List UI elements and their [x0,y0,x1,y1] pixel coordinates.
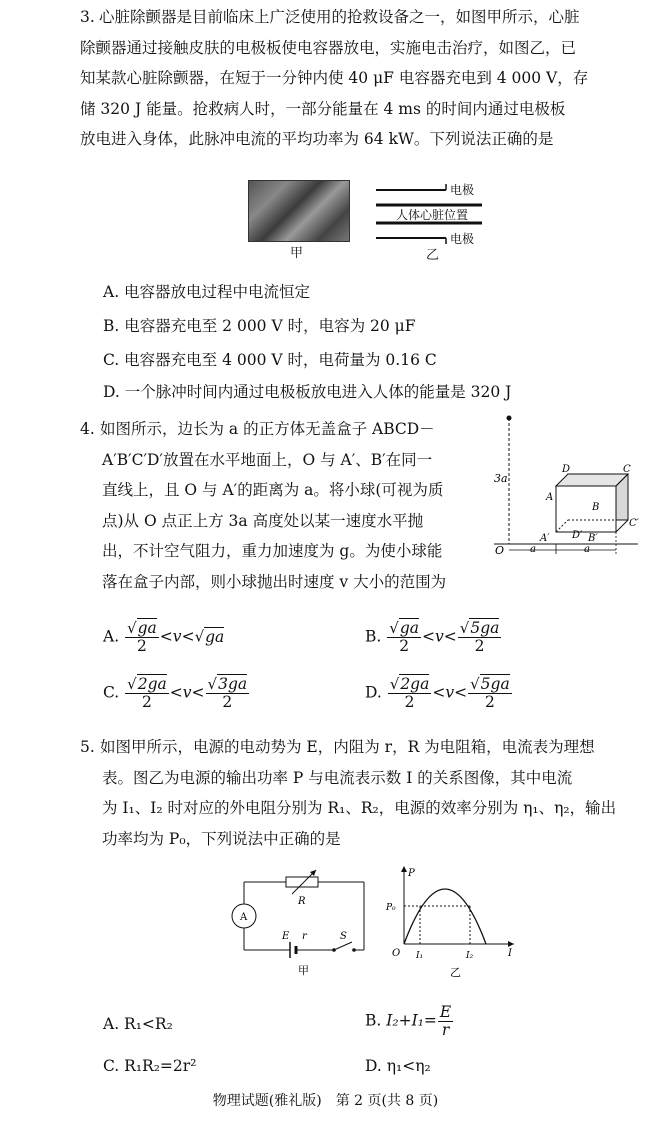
q5-fig-label: P₀ [386,903,396,913]
q4-line: A′B′C′D′放置在水平地面上，O 与 A′、B′在同一 [102,450,433,469]
q4-fig-label: a [530,544,536,555]
q4-fig-label: C′ [629,518,639,529]
q5-fig-label: E [282,931,290,942]
q4-line: 直线上，且 O 与 A′的距离为 a。将小球(可视为质 [102,481,444,499]
q4-option-a: A. $\frac{√ga}{2}$ <v<√ga [103,619,225,655]
q3-option-b: B. 电容器充电至 2 000 V 时，电容为 20 μF [103,317,416,335]
q4-line: 点)从 O 点正上方 3a 高度处以某一速度水平抛 [102,511,424,530]
q5-fig-label: 乙 [450,966,461,979]
q4-option-d: D. $\frac{√2ga}{2}$ <v< $\frac{√5ga}{2}$ [365,675,510,711]
q5-fig-label: r [302,931,307,942]
q5-line: 表。图乙为电源的输出功率 P 与电流表示数 I 的关系图像，其中电流 [102,768,573,787]
q5-fig-label: O [392,948,401,959]
q4-line: 如图所示，边长为 a 的正方体无盖盒子 ABCD－ [100,420,435,438]
q3-line: 心脏除颤器是目前临床上广泛使用的抢救设备之一，如图甲所示，心脏 [99,8,580,26]
q4-fig-label: D [562,464,571,475]
q5-fig-label: A [240,912,248,923]
figure-yi-bottom-label: 电极 [450,232,475,246]
q4-fig-label: a [584,544,590,555]
q5-fig-label: I [508,948,512,959]
q5-line: 如图甲所示，电源的电动势为 E，内阻为 r，R 为电阻箱，电流表为理想 [100,738,595,756]
figure-jia-caption: 甲 [290,246,304,261]
figure-yi-caption: 乙 [426,248,440,263]
q4-fig-label: D′ [572,530,583,541]
question-5-text [80,732,640,854]
q4-fig-label: C [623,464,631,475]
q5-option-b: B. I₂+I₁= $\frac{E}{r}$ [365,1003,452,1039]
q5-line: 为 I₁、I₂ 时对应的外电阻分别为 R₁、R₂，电源的效率分别为 η₁、η₂，输出 [102,799,617,817]
figure-q5-graph [384,862,520,982]
question-5-number: 5. [80,738,95,756]
q5-option-c: C. R₁R₂=2r² [103,1057,197,1075]
figure-yi-top-label: 电极 [450,183,475,197]
q4-option-c: C. $\frac{√2ga}{2}$ <v< $\frac{√3ga}{2}$ [103,675,248,711]
q5-fig-label: 甲 [298,964,309,977]
q4-option-b: B. $\frac{√ga}{2}$ <v< $\frac{√5ga}{2}$ [365,619,500,655]
q5-fig-label: P [408,868,415,879]
figure-q5-circuit [226,868,386,978]
figure-yi-mid-label: 人体心脏位置 [396,208,469,222]
q4-fig-label: B′ [588,533,598,544]
q3-line: 知某款心脏除颤器，在短于一分钟内使 40 μF 电容器充电到 4 000 V，存 [80,69,589,87]
q5-fig-label: I₂ [466,951,474,961]
q5-fig-label: S [340,931,347,942]
page-footer: 物理试题(雅礼版) 第 2 页(共 8 页) [212,1093,439,1109]
q3-line: 放电进入身体，此脉冲电流的平均功率为 64 kW。下列说法正确的是 [80,130,554,148]
q5-fig-label: R [298,896,306,907]
q5-fig-label: I₁ [416,951,424,961]
q3-line: 除颤器通过接触皮肤的电极板使电容器放电，实施电击治疗，如图乙，已 [80,38,577,57]
question-4-text [80,414,480,597]
q3-option-d: D. 一个脉冲时间内通过电极板放电进入人体的能量是 320 J [103,383,512,401]
q4-line: 出，不计空气阻力，重力加速度为 g。为使小球能 [102,542,443,560]
q4-fig-label: A′ [540,533,550,544]
q5-option-a: A. R₁<R₂ [103,1015,173,1033]
figure-q4-cube [490,410,640,560]
figure-jia-photo [248,180,350,242]
question-3-number: 3. [80,8,95,26]
q3-line: 储 320 J 能量。抢救病人时，一部分能量在 4 ms 的时间内通过电极板 [80,99,566,118]
q3-option-a: A. 电容器放电过程中电流恒定 [103,283,311,301]
q5-line: 功率均为 P₀，下列说法中正确的是 [102,829,341,848]
q4-line: 落在盒子内部，则小球抛出时速度 v 大小的范围为 [102,572,447,591]
question-3-text [80,2,635,155]
q4-fig-label: O [495,544,505,557]
question-4-number: 4. [80,420,95,438]
q3-option-c: C. 电容器充电至 4 000 V 时，电荷量为 0.16 C [103,351,437,369]
q4-fig-label: B [592,502,600,513]
q4-fig-label: A [546,492,554,503]
q4-fig-label: 3a [494,472,508,485]
q5-option-d: D. η₁<η₂ [365,1057,431,1075]
